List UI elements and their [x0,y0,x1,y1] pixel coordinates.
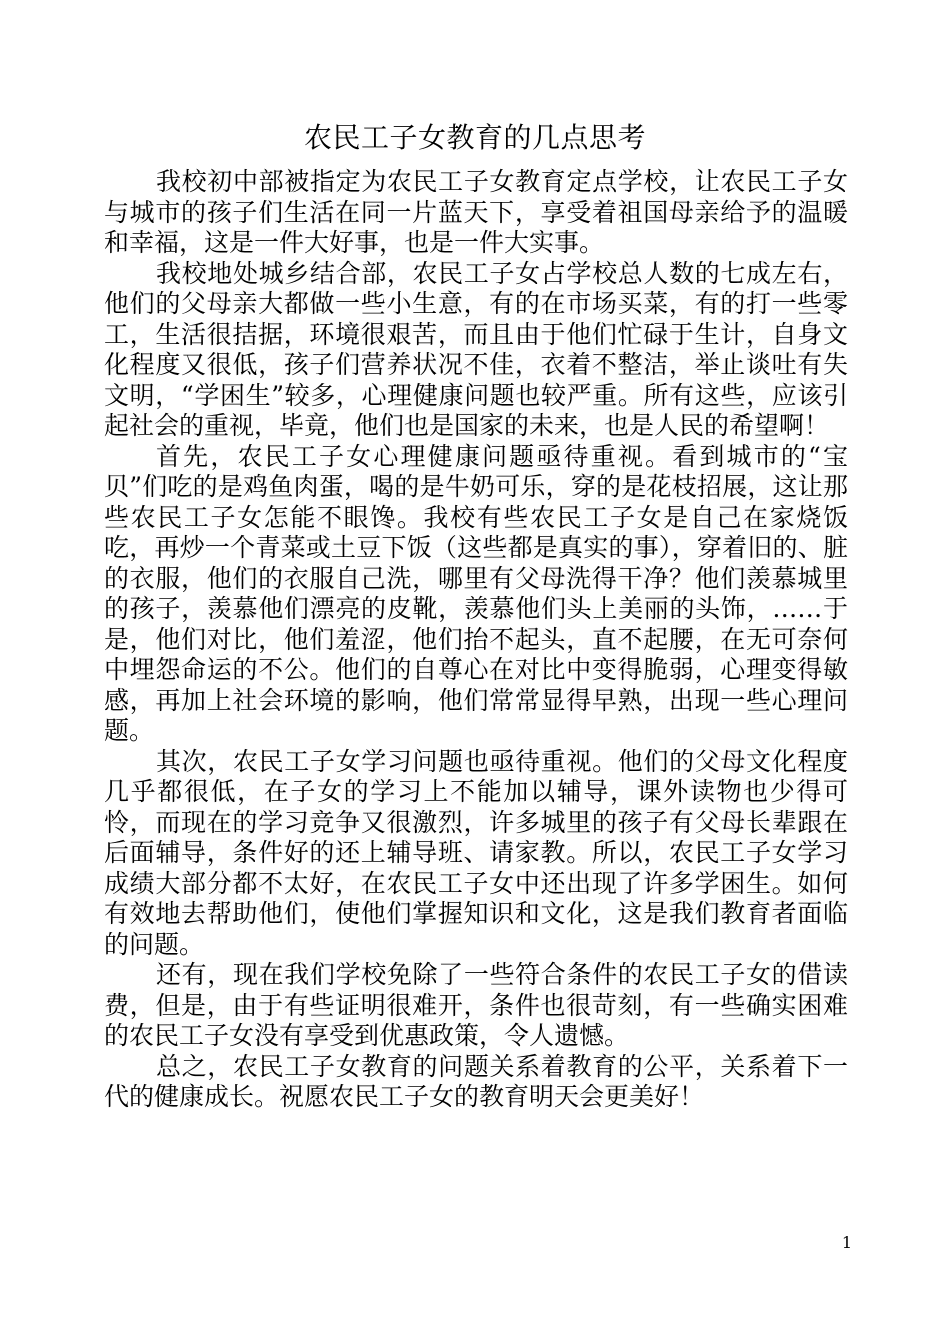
paragraph-conclusion: 总之，农民工子女教育的问题关系着教育的公平，关系着下一代的健康成长。祝愿农民工子女的教育明天会更美好！ [104,1051,848,1111]
document-title: 农民工子女教育的几点思考 [303,121,646,154]
paragraph-intro: 我校初中部被指定为农民工子女教育定点学校，让农民工子女与城市的孩子们生活在同一片蓝天下，享受着祖国母亲给予的温暖和幸福，这是一件大好事，也是一件大实事。 [104,167,848,257]
paragraph-fees: 还有，现在我们学校免除了一些符合条件的农民工子女的借读费，但是，由于有些证明很难开，条件也很苛刻，有一些确实困难的农民工子女没有享受到优惠政策，令人遗憾。 [104,960,848,1050]
paragraph-background: 我校地处城乡结合部，农民工子女占学校总人数的七成左右，他们的父母亲大都做一些小生意，有的在市场买菜，有的打一些零工，生活很拮据，环境很艰苦，而且由于他们忙碌于生计，自身文化程度又很低，孩子们营养状况不佳，衣着不整洁，举止谈吐有失文明，“学困生”较多，心理健康问题也较严重。所有这些，应该引起社会的重视，毕竟，他们也是国家的未来，也是人民的希望啊！ [104,258,848,440]
document-body [104,167,848,1113]
paragraph-mental-health: 首先，农民工子女心理健康问题亟待重视。看到城市的“宝贝”们吃的是鸡鱼肉蛋，喝的是牛奶可乐，穿的是花枝招展，这让那些农民工子女怎能不眼馋。我校有些农民工子女是自己在家烧饭吃，再炒一个青菜或土豆下饭（这些都是真实的事），穿着旧的、脏的衣服，他们的衣服自己洗，哪里有父母洗得干净？他们羡慕城里的孩子，羡慕他们漂亮的皮靴，羡慕他们头上美丽的头饰，……于是，他们对比，他们羞涩，他们抬不起头，直不起腰，在无可奈何中埋怨命运的不公。他们的自尊心在对比中变得脆弱，心理变得敏感，再加上社会环境的影响，他们常常显得早熟，出现一些心理问题。 [104,441,848,745]
page-number: 1 [841,1233,853,1252]
paragraph-learning: 其次，农民工子女学习问题也亟待重视。他们的父母文化程度几乎都很低，在子女的学习上不能加以辅导，课外读物也少得可怜，而现在的学习竞争又很激烈，许多城里的孩子有父母长辈跟在后面辅导，条件好的还上辅导班、请家教。所以，农民工子女学习成绩大部分都不太好，在农民工子女中还出现了许多学困生。如何有效地去帮助他们，使他们掌握知识和文化，这是我们教育者面临的问题。 [104,746,848,959]
